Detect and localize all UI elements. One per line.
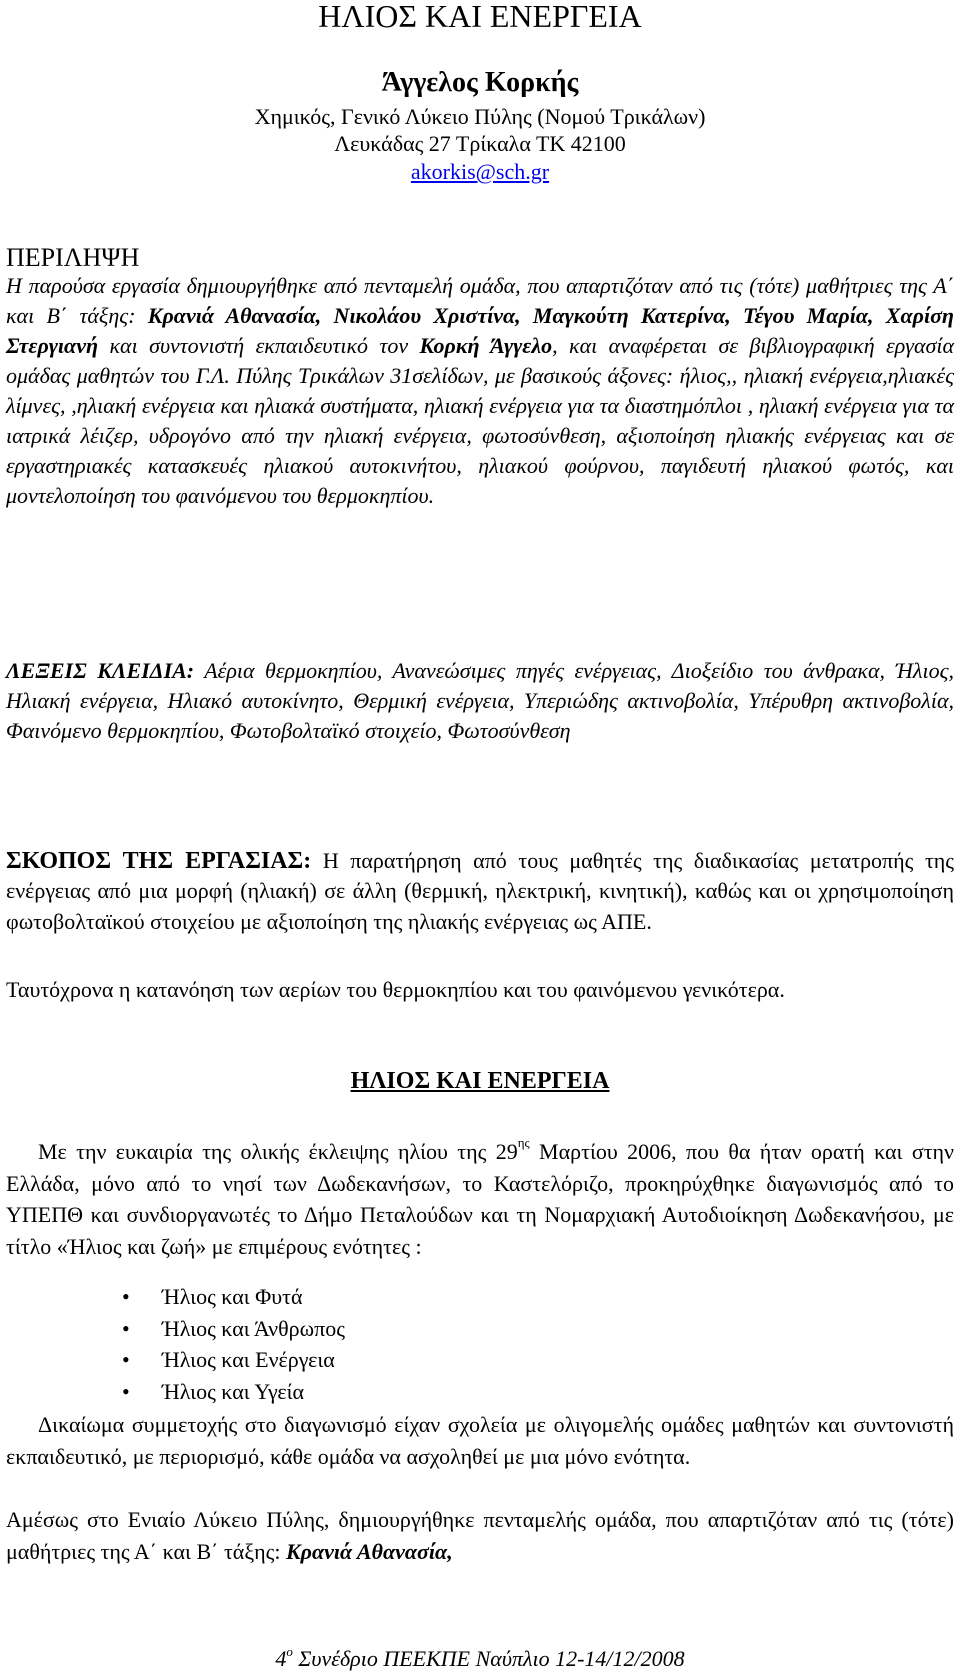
aim-paragraph (6, 846, 954, 937)
author-affiliation: Χημικός, Γενικό Λύκειο Πύλης (Νομού Τρικάλων) (254, 104, 706, 129)
footer-number: 4 (275, 1646, 287, 1671)
aim-label: ΣΚΟΠΟΣ ΤΗΣ ΕΡΓΑΣΙΑΣ: (6, 848, 312, 874)
aim-paragraph-2: Ταυτόχρονα η κατανόηση των αερίων του θερμοκηπίου και του φαινόμενου γενικότερα. (6, 977, 785, 1002)
section-paragraph-3 (6, 1504, 954, 1567)
section-paragraph-1 (6, 1127, 954, 1262)
section-paragraph-2-text: Δικαίωμα συμμετοχής στο διαγωνισμό είχαν σχολεία με ολιγομελής ομάδες μαθητών και συντονιστή εκπαιδευτικό, με περιορισμό, κάθε ομάδα να ασχοληθεί με μια μόνο ενότητα. (6, 1412, 954, 1469)
list-item: • Ήλιος και Άνθρωπος (122, 1313, 345, 1345)
p3-students: Κρανιά Αθανασία, (285, 1538, 453, 1564)
footer-text: Συνέδριο ΠΕΕΚΠΕ Ναύπλιο 12-14/12/2008 (292, 1646, 685, 1671)
abstract-mid: και συντονιστή εκπαιδευτικό τον (98, 333, 420, 358)
list-item: • Ήλιος και Υγεία (122, 1376, 345, 1408)
footer-superscript: ο (286, 1644, 293, 1659)
section-paragraph-2 (6, 1409, 954, 1472)
abstract-students: Κρανιά Αθανασία, Νικολάου Χριστίνα, Μαγκούτη Κατερίνα, Τέγου Μαρία, Χαρίση Στεργιανή (6, 303, 954, 358)
page-title: ΗΛΙΟΣ ΚΑΙ ΕΝΕΡΓΕΙΑ (318, 0, 642, 34)
page-footer (0, 1637, 960, 1674)
abstract-paragraph (6, 271, 954, 511)
email-link[interactable]: akorkis@sch.gr (410, 159, 550, 184)
p3-part-a: Αμέσως στο Ενιαίο Λύκειο Πύλης, δημιουργήθηκε πενταμελής ομάδα, που απαρτιζόταν από τις (τότε) μαθήτριες της Α΄ και Β΄ τάξης: (6, 1507, 954, 1564)
author-address: Λευκάδας 27 Τρίκαλα ΤΚ 42100 (334, 131, 626, 156)
topics-list (122, 1281, 345, 1407)
keywords-label: ΛΕΞΕΙΣ ΚΛΕΙΔΙΑ: (6, 658, 195, 683)
abstract-intro: Η παρούσα εργασία δημιουργήθηκε από πενταμελή ομάδα, που απαρτιζόταν από τις (τότε) μαθήτριες της Α΄ και Β΄ τάξης: (6, 273, 954, 328)
p1-part-a: Με την ευκαιρία της ολικής έκλειψης ηλίου της 29 (38, 1139, 518, 1164)
abstract-rest: , και αναφέρεται σε βιβλιογραφική εργασία ομάδας μαθητών του Γ.Λ. Πύλης Τρικάλων 31σελίδων, με βασικούς άξονες: ήλιος,, ηλιακή ενέργεια,ηλιακές λίμνες, ,ηλιακή ενέργεια και ηλιακά συστήματα, ηλιακή ενέργεια για τα διαστημόπλοι , ηλιακή ενέργεια για τα ιατρικά λέιζερ, υδρογόνο από την ηλιακή ενέργεια, φωτοσύνθεση, αξιοποίηση ηλιακής ενέργειας και σε εργαστηριακές κατασκευές ηλιακού αυτοκινήτου, ηλιακού φούρνου, παγιδευτή ηλιακού φωτός, και μοντελοποίηση του φαινόμενου του θερμοκηπίου. (6, 333, 955, 508)
list-item: • Ήλιος και Ενέργεια (122, 1344, 345, 1376)
section-heading: ΗΛΙΟΣ ΚΑΙ ΕΝΕΡΓΕΙΑ (350, 1068, 610, 1094)
keywords-text: Αέρια θερμοκηπίου, Ανανεώσιμες πηγές ενέργειας, Διοξείδιο του άνθρακα, Ήλιος, Ηλιακή ενέργεια, Ηλιακό αυτοκίνητο, Θερμική ενέργεια, Υπεριώδης ακτινοβολία, Υπέρυθρη ακτινοβολία, Φαινόμενο θερμοκηπίου, Φωτοβολταϊκό στοιχείο, Φωτοσύνθεση (6, 658, 954, 743)
list-item: • Ήλιος και Φυτά (122, 1281, 345, 1313)
p1-part-b: Μαρτίου 2006, που θα ήταν ορατή και στην Ελλάδα, μόνο από το νησί των Δωδεκανήσων, το Καστελόριζο, προκηρύχθηκε διαγωνισμός από το ΥΠΕΠΘ και συνδιοργανωτές το Δήμο Πεταλούδων και τη Νομαρχιακή Αυτοδιοίκηση Δωδεκανήσου, με τίτλο «Ήλιος και ζωή» με επιμέρους ενότητες : (6, 1139, 954, 1259)
p1-superscript: ης (517, 1135, 530, 1150)
abstract-heading: ΠΕΡΙΛΗΨΗ (6, 243, 140, 272)
aim-text: Η παρατήρηση από τους μαθητές της διαδικασίας μετατροπής της ενέργειας από μια μορφή (ηλιακή) σε άλλη (θερμική, ηλεκτρική, κινητική), καθώς και οι χρησιμοποίηση φωτοβολταϊκού στοιχείου με αξιοποίηση της ηλιακής ενέργειας ως ΑΠΕ. (6, 848, 954, 934)
author-name: Άγγελος Κορκής (381, 67, 579, 98)
section-paragraph-1-text (6, 1127, 954, 1262)
author-email-line (0, 158, 960, 185)
keywords-paragraph (6, 656, 954, 746)
abstract-teacher: Κορκή Άγγελο (419, 333, 553, 358)
